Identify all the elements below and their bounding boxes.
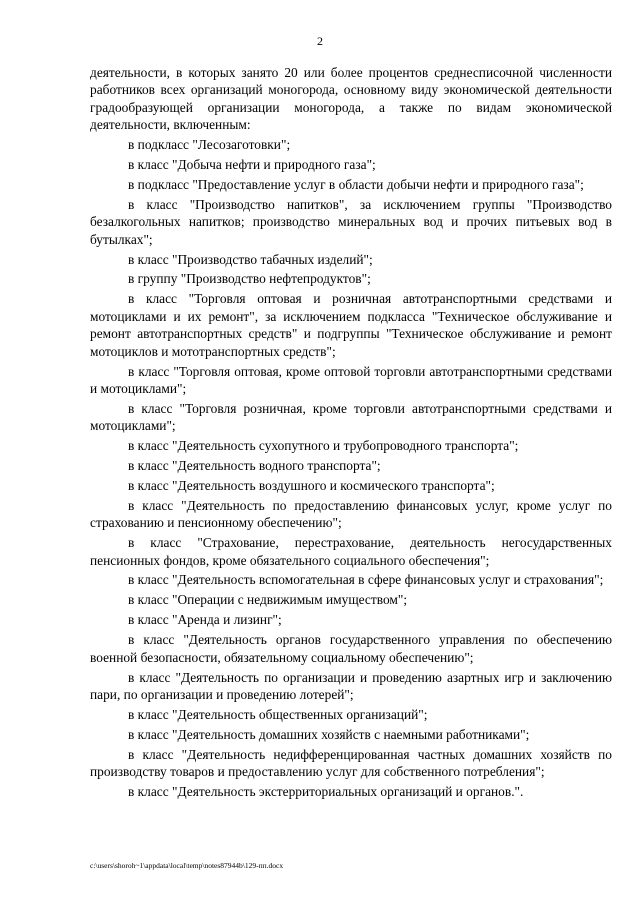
document-body (90, 64, 612, 803)
list-item: в класс "Операции с недвижимым имуществом"; (128, 592, 408, 608)
list-item: в группу "Производство нефтепродуктов"; (128, 271, 371, 287)
list-item: в класс "Деятельность экстерриториальных организаций и органов.". (128, 783, 524, 799)
list-item: в класс "Деятельность по предоставлению финансовых услуг, кроме услуг по страхованию и пенсионному обеспечению"; (90, 497, 612, 531)
list-item: в класс "Деятельность водного транспорта"; (128, 458, 381, 474)
list-item: в класс "Торговля розничная, кроме торговли автотранспортными средствами и мотоциклами"; (90, 400, 612, 434)
list-item: в класс "Деятельность воздушного и космического транспорта"; (128, 477, 495, 493)
list-item: в класс "Деятельность органов государственного управления по обеспечению военной безопасности, обязательному социальному обеспечению"; (90, 632, 612, 665)
list-item: в класс "Торговля оптовая, кроме оптовой торговли автотранспортными средствами и мотоциклами"; (90, 363, 612, 396)
page-number: 2 (317, 34, 323, 48)
list-item: в класс "Деятельность вспомогательная в сфере финансовых услуг и страхования"; (128, 572, 604, 588)
list-item: в подкласс "Предоставление услуг в области добычи нефти и природного газа"; (128, 176, 584, 192)
list-item: в класс "Деятельность недифференцированная частных домашних хозяйств по производству товаров и предоставлению услуг для собственного потребления"; (90, 746, 612, 780)
paragraph-continuation: деятельности, в которых занято 20 или более процентов среднесписочной численности работников всех организаций моногорода, основному виду экономической деятельности градообразующей организации моногорода, а также по видам экономической деятельности, включенным: (90, 65, 612, 133)
footer-file-path: c:\users\shoroh~1\appdata\local\temp\notes87944b\129-пп.docx (90, 861, 284, 870)
list-item: в подкласс "Лесозаготовки"; (128, 137, 291, 153)
list-item: в класс "Аренда и лизинг"; (128, 612, 282, 628)
list-item: в класс "Производство напитков", за исключением группы "Производство безалкогольных напитков; производство минеральных вод и прочих питьевых вод в бутылках"; (90, 196, 612, 247)
list-item: в класс "Производство табачных изделий"; (128, 251, 373, 267)
list-item: в класс "Деятельность общественных организаций"; (128, 706, 428, 722)
list-item: в класс "Страхование, перестрахование, деятельность негосударственных пенсионных фондов, кроме обязательного социального обеспечения"; (90, 535, 612, 568)
list-item: в класс "Добыча нефти и природного газа"; (128, 157, 376, 173)
list-item: в класс "Деятельность по организации и проведению азартных игр и заключению пари, по организации и проведению лотерей"; (90, 669, 612, 702)
list-item: в класс "Деятельность домашних хозяйств с наемными работниками"; (128, 726, 530, 742)
list-item: в класс "Деятельность сухопутного и трубопроводного транспорта"; (128, 438, 519, 454)
list-item: в класс "Торговля оптовая и розничная автотранспортными средствами и мотоциклами и их ремонт", за исключением подкласса "Техническое обслуживание и ремонт автотранспортных средств" и подгруппы "Техническое обслуживание и ремонт мотоциклов и мототранспортных средств"; (90, 291, 612, 359)
